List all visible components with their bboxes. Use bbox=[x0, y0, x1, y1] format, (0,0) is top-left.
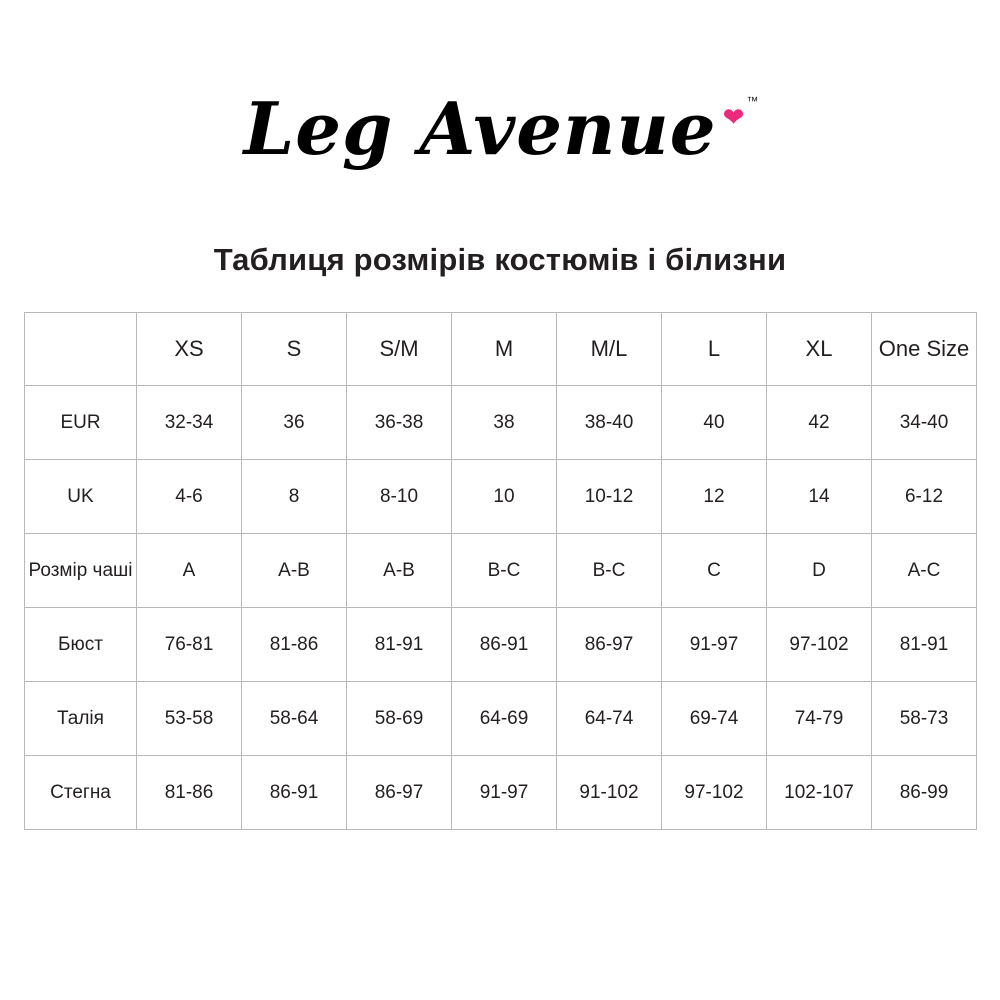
cell-hips-one-size: 86-99 bbox=[872, 756, 977, 830]
cell-bust-xs: 76-81 bbox=[137, 608, 242, 682]
table-row bbox=[25, 756, 977, 830]
cell-eur-ml: 38-40 bbox=[557, 386, 662, 460]
cell-uk-s: 8 bbox=[242, 460, 347, 534]
table-row bbox=[25, 386, 977, 460]
row-header-eur: EUR bbox=[25, 386, 137, 460]
table-row bbox=[25, 534, 977, 608]
cell-uk-l: 12 bbox=[662, 460, 767, 534]
table-row bbox=[25, 460, 977, 534]
cell-cup-ml: B-C bbox=[557, 534, 662, 608]
cell-bust-l: 91-97 bbox=[662, 608, 767, 682]
cell-bust-ml: 86-97 bbox=[557, 608, 662, 682]
cell-uk-m: 10 bbox=[452, 460, 557, 534]
cell-uk-sm: 8-10 bbox=[347, 460, 452, 534]
brand-wordmark: Leg Avenue bbox=[243, 86, 717, 171]
cell-waist-m: 64-69 bbox=[452, 682, 557, 756]
column-header-xs: XS bbox=[137, 313, 242, 386]
cell-eur-s: 36 bbox=[242, 386, 347, 460]
cell-cup-xs: A bbox=[137, 534, 242, 608]
cell-hips-xs: 81-86 bbox=[137, 756, 242, 830]
table-header-row bbox=[25, 313, 977, 386]
column-header-one-size: One Size bbox=[872, 313, 977, 386]
cell-bust-one-size: 81-91 bbox=[872, 608, 977, 682]
cell-eur-m: 38 bbox=[452, 386, 557, 460]
cell-hips-l: 97-102 bbox=[662, 756, 767, 830]
row-header-hips: Стегна bbox=[25, 756, 137, 830]
cell-bust-sm: 81-91 bbox=[347, 608, 452, 682]
column-header-xl: XL bbox=[767, 313, 872, 386]
cell-waist-xl: 74-79 bbox=[767, 682, 872, 756]
cell-uk-xs: 4-6 bbox=[137, 460, 242, 534]
page-title: Таблиця розмірів костюмів і білизни bbox=[213, 242, 787, 277]
cell-waist-s: 58-64 bbox=[242, 682, 347, 756]
cell-cup-m: B-C bbox=[452, 534, 557, 608]
table-corner-cell bbox=[25, 313, 137, 386]
cell-hips-ml: 91-102 bbox=[557, 756, 662, 830]
cell-cup-one-size: A-C bbox=[872, 534, 977, 608]
cell-bust-xl: 97-102 bbox=[767, 608, 872, 682]
table-row bbox=[25, 682, 977, 756]
cell-cup-xl: D bbox=[767, 534, 872, 608]
cell-cup-sm: A-B bbox=[347, 534, 452, 608]
column-header-m: M bbox=[452, 313, 557, 386]
cell-waist-one-size: 58-73 bbox=[872, 682, 977, 756]
cell-cup-s: A-B bbox=[242, 534, 347, 608]
cell-uk-ml: 10-12 bbox=[557, 460, 662, 534]
brand-logo bbox=[220, 74, 780, 184]
column-header-s: S bbox=[242, 313, 347, 386]
cell-uk-one-size: 6-12 bbox=[872, 460, 977, 534]
cell-eur-xl: 42 bbox=[767, 386, 872, 460]
cell-cup-l: C bbox=[662, 534, 767, 608]
cell-eur-l: 40 bbox=[662, 386, 767, 460]
cell-hips-xl: 102-107 bbox=[767, 756, 872, 830]
cell-waist-l: 69-74 bbox=[662, 682, 767, 756]
column-header-l: L bbox=[662, 313, 767, 386]
cell-hips-s: 86-91 bbox=[242, 756, 347, 830]
row-header-uk: UK bbox=[25, 460, 137, 534]
cell-eur-one-size: 34-40 bbox=[872, 386, 977, 460]
cell-bust-m: 86-91 bbox=[452, 608, 557, 682]
cell-waist-xs: 53-58 bbox=[137, 682, 242, 756]
cell-eur-xs: 32-34 bbox=[137, 386, 242, 460]
trademark-symbol: ™ bbox=[746, 94, 759, 108]
table-row bbox=[25, 608, 977, 682]
cell-waist-sm: 58-69 bbox=[347, 682, 452, 756]
row-header-waist: Талія bbox=[25, 682, 137, 756]
size-table-wrapper bbox=[24, 312, 976, 830]
cell-eur-sm: 36-38 bbox=[347, 386, 452, 460]
cell-hips-sm: 86-97 bbox=[347, 756, 452, 830]
cell-uk-xl: 14 bbox=[767, 460, 872, 534]
column-header-ml: M/L bbox=[557, 313, 662, 386]
row-header-cup-size: Розмір чаші bbox=[25, 534, 137, 608]
column-header-sm: S/M bbox=[347, 313, 452, 386]
size-table bbox=[24, 312, 977, 830]
cell-waist-ml: 64-74 bbox=[557, 682, 662, 756]
cell-hips-m: 91-97 bbox=[452, 756, 557, 830]
heart-icon: ❤ bbox=[722, 101, 745, 132]
row-header-bust: Бюст bbox=[25, 608, 137, 682]
cell-bust-s: 81-86 bbox=[242, 608, 347, 682]
